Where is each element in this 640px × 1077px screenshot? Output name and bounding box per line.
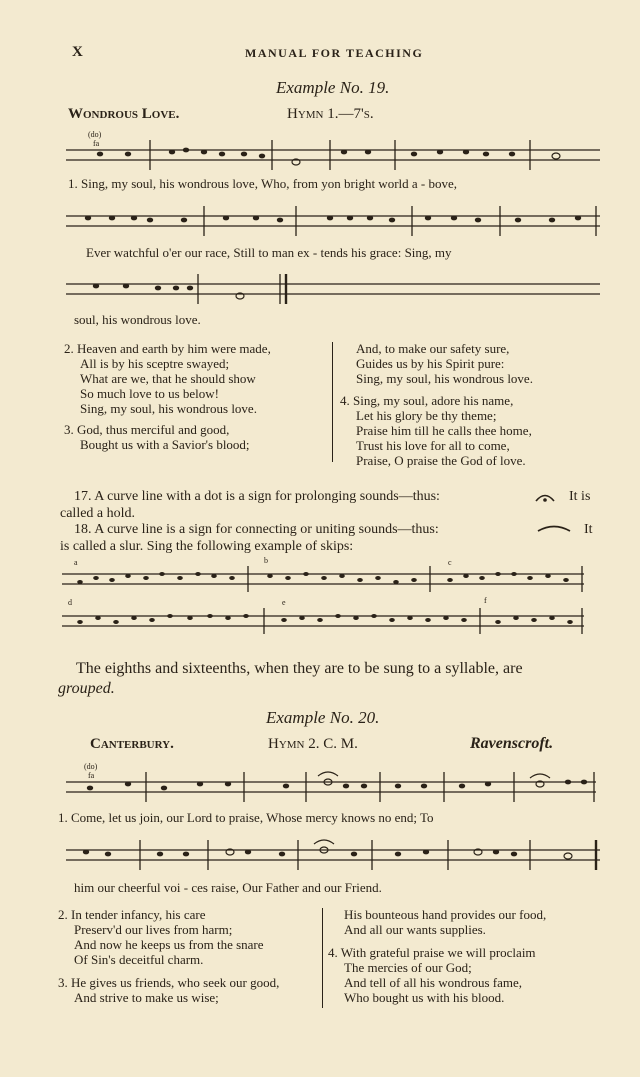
- paragraph-18-line2: is called a slur. Sing the following example of skips:: [60, 539, 354, 554]
- column-divider-19: [332, 342, 333, 462]
- page-number: X: [72, 44, 83, 60]
- hymn-meter-19: Hymn 1.—7's.: [287, 106, 374, 122]
- lyric-19-line2: Ever watchful o'er our race, Still to man ex - tends his grace: Sing, my: [86, 245, 452, 260]
- tune-name-19: Wondrous Love.: [68, 106, 180, 122]
- lyric-20-line2: him our cheerful voi - ces raise, Our Father and our Friend.: [74, 880, 382, 895]
- paragraph-18: 18. A curve line is a sign for connecting or uniting sounds—thus:: [74, 522, 439, 537]
- hymn-meter-20: Hymn 2. C. M.: [268, 736, 358, 752]
- lyric-20-line1: 1. Come, let us join, our Lord to praise, Whose mercy knows no end; To: [58, 810, 434, 825]
- lyric-19-line3: soul, his wondrous love.: [74, 312, 201, 327]
- skip-label-d: d: [68, 598, 72, 607]
- lyric-19-line1: 1. Sing, my soul, his wondrous love, Who, from yon bright world a - bove,: [68, 176, 458, 191]
- stanza-20-4: 4. With grateful praise we will proclaim The mercies of our God; And tell of all his wondrous fame, Who bought us with his blood.: [328, 945, 536, 1005]
- stanza-20-2: 2. In tender infancy, his care Preserv'd our lives from harm; And now he keeps us from the snare Of Sin's deceitful charm.: [58, 907, 264, 967]
- paragraph-17-end: It is: [569, 489, 591, 504]
- key-sub-19: fa: [93, 139, 100, 148]
- running-title: MANUAL FOR TEACHING: [245, 46, 424, 60]
- music-staff-19-line3: [0, 272, 640, 312]
- skip-label-c: c: [448, 558, 452, 567]
- grouped-paragraph: The eighths and sixteenths, when they are to be sung to a syllable, are: [76, 660, 523, 677]
- stanza-19-3: 3. God, thus merciful and good, Bought us with a Savior's blood;: [64, 422, 250, 452]
- music-staff-20-line2: [0, 838, 640, 878]
- tune-name-20: Canterbury.: [90, 736, 174, 752]
- stanza-19-4: 4. Sing, my soul, adore his name, Let his glory be thy theme; Praise him till he calls thee home, Trust his love for all to come, Praise, O praise the God of love.: [340, 393, 532, 468]
- composer-20: Ravenscroft.: [470, 735, 554, 752]
- skips-staff-2: [0, 608, 640, 642]
- stanza-19-3-cont: And, to make our safety sure, Guides us by his Spirit pure: Sing, my soul, his wondrous love.: [356, 341, 533, 386]
- column-divider-20: [322, 908, 323, 1008]
- stanza-20-3: 3. He gives us friends, who seek our good, And strive to make us wise;: [58, 975, 280, 1005]
- music-staff-19-line1: [0, 138, 640, 178]
- stanza-19-2: 2. Heaven and earth by him were made, All is by his sceptre swayed; What are we, that he should show So much love to us below! Sing, my soul, his wondrous love.: [64, 341, 271, 416]
- stanza-20-3-cont: His bounteous hand provides our food, And all our wants supplies.: [344, 907, 547, 937]
- slur-sign: [536, 522, 572, 534]
- skip-label-f: f: [484, 596, 487, 605]
- key-sub-20: fa: [88, 771, 95, 780]
- music-staff-20-line1: [0, 770, 640, 810]
- key-mark-20: (do): [84, 762, 98, 771]
- hold-sign: [534, 490, 556, 504]
- skips-staff-1: [0, 566, 640, 600]
- skip-label-e: e: [282, 598, 286, 607]
- skip-label-b: b: [264, 556, 268, 565]
- paragraph-17: 17. A curve line with a dot is a sign for prolonging sounds—thus:: [74, 489, 440, 504]
- key-mark-19: (do): [88, 130, 102, 139]
- skip-label-a: a: [74, 558, 78, 567]
- example-19-title: Example No. 19.: [276, 78, 390, 97]
- grouped-word: grouped.: [58, 680, 115, 697]
- paragraph-17-line2: called a hold.: [60, 506, 136, 521]
- paragraph-18-end: It: [584, 522, 593, 537]
- example-20-title: Example No. 20.: [266, 708, 380, 727]
- music-staff-19-line2: [0, 204, 640, 244]
